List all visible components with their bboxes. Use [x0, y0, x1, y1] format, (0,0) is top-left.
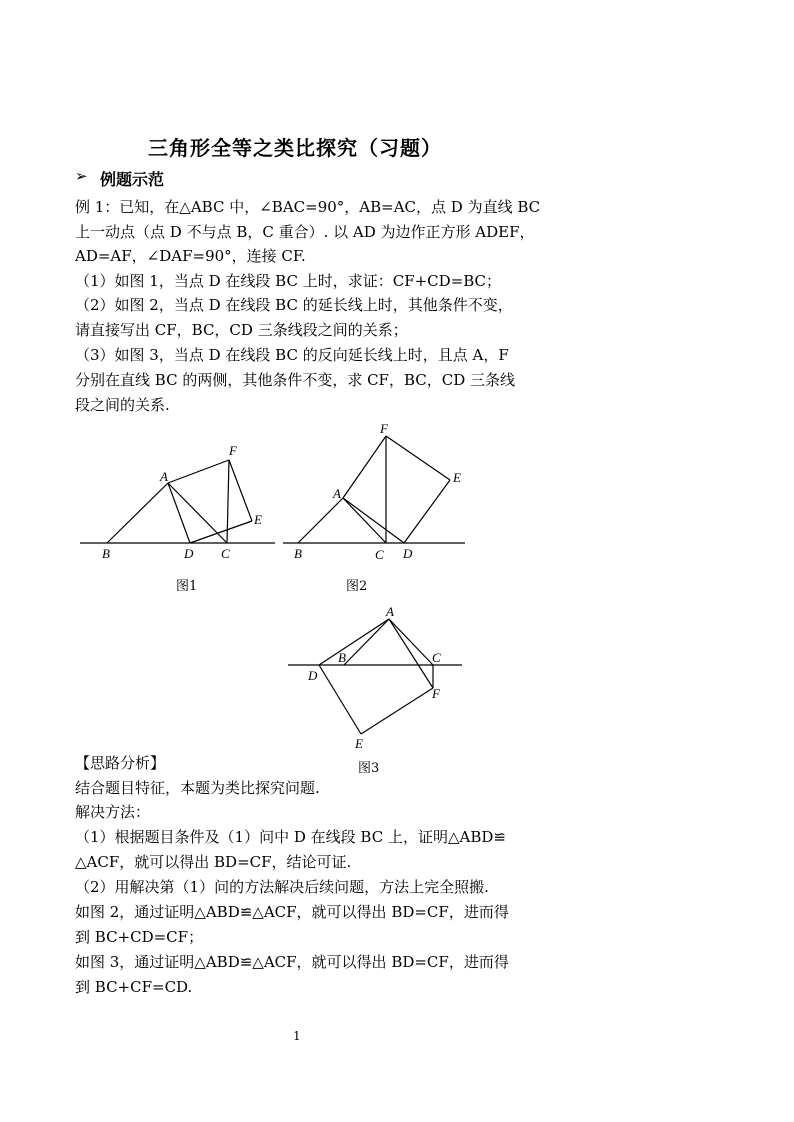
- fig2-label-e: E: [453, 470, 461, 485]
- fig1-label-e: E: [254, 512, 262, 527]
- section-marker: ➢: [75, 167, 88, 185]
- fig3-label-b: B: [338, 650, 346, 665]
- fig2-label-f: F: [380, 421, 388, 436]
- analysis-line: △ACF，就可以得出 BD=CF，结论可证.: [75, 853, 352, 871]
- fig3-segment-fe: [361, 688, 433, 734]
- analysis-line: 到 BC+CF=CD.: [75, 978, 193, 996]
- analysis-line: 结合题目特征，本题为类比探究问题.: [75, 779, 320, 797]
- problem-line: 分别在直线 BC 的两侧，其他条件不变，求 CF，BC，CD 三条线: [75, 371, 516, 389]
- analysis-heading: 【思路分析】: [75, 754, 166, 772]
- analysis-line: 如图 3，通过证明△ABD≌△ACF，就可以得出 BD=CF，进而得: [75, 953, 509, 971]
- fig3-segment-af: [389, 619, 433, 688]
- analysis-line: 到 BC+CD=CF；: [75, 928, 204, 946]
- problem-line: （2）如图 2，当点 D 在线段 BC 的延长线上时，其他条件不变，: [75, 296, 513, 314]
- fig2-label-c: C: [375, 547, 384, 562]
- fig1-label-b: B: [102, 546, 110, 561]
- figure-3-caption: 图3: [358, 761, 380, 776]
- figure-2-caption: 图2: [346, 579, 368, 594]
- fig3-segment-ac: [389, 619, 433, 665]
- fig3-segment-ed: [319, 665, 361, 734]
- analysis-line: 如图 2，通过证明△ABD≌△ACF，就可以得出 BD=CF，进而得: [75, 903, 509, 921]
- fig3-label-c: C: [432, 650, 441, 665]
- fig1-label-c: C: [221, 546, 230, 561]
- fig1-label-d: D: [184, 546, 194, 561]
- fig2-label-b: B: [294, 546, 302, 561]
- problem-line: AD=AF，∠DAF=90°，连接 CF.: [75, 247, 306, 265]
- figure-1-caption: 图1: [176, 579, 198, 594]
- fig3-label-f: F: [432, 686, 440, 701]
- problem-line: 上一动点（点 D 不与点 B，C 重合）. 以 AD 为边作正方形 ADEF，: [75, 223, 535, 241]
- fig3-label-d: D: [308, 668, 318, 683]
- fig3-label-e: E: [355, 736, 363, 751]
- problem-line: 段之间的关系.: [75, 396, 170, 414]
- problem-line: 请直接写出 CF，BC，CD 三条线段之间的关系；: [75, 321, 408, 339]
- fig3-segment-ab: [344, 619, 389, 665]
- problem-line: （1）如图 1，当点 D 在线段 BC 上时，求证：CF+CD=BC；: [75, 272, 502, 290]
- fig2-label-d: D: [403, 546, 413, 561]
- fig2-label-a: A: [333, 486, 341, 501]
- problem-line: 例 1：已知，在△ABC 中，∠BAC=90°，AB=AC，点 D 为直线 BC: [75, 198, 541, 216]
- analysis-line: （1）根据题目条件及（1）问中 D 在线段 BC 上，证明△ABD≌: [75, 828, 506, 846]
- page-title: 三角形全等之类比探究（习题）: [148, 136, 442, 160]
- fig3-label-a: A: [386, 604, 394, 619]
- page-number: 1: [293, 1029, 301, 1043]
- section-heading: 例题示范: [100, 170, 165, 189]
- problem-line: （3）如图 3，当点 D 在线段 BC 的反向延长线上时，且点 A，F: [75, 346, 509, 364]
- analysis-line: （2）用解决第（1）问的方法解决后续问题，方法上完全照搬.: [75, 878, 489, 896]
- fig3-segment-ad: [319, 619, 389, 665]
- fig1-label-a: A: [160, 469, 168, 484]
- analysis-line: 解决方法：: [75, 803, 151, 821]
- fig1-label-f: F: [229, 443, 237, 458]
